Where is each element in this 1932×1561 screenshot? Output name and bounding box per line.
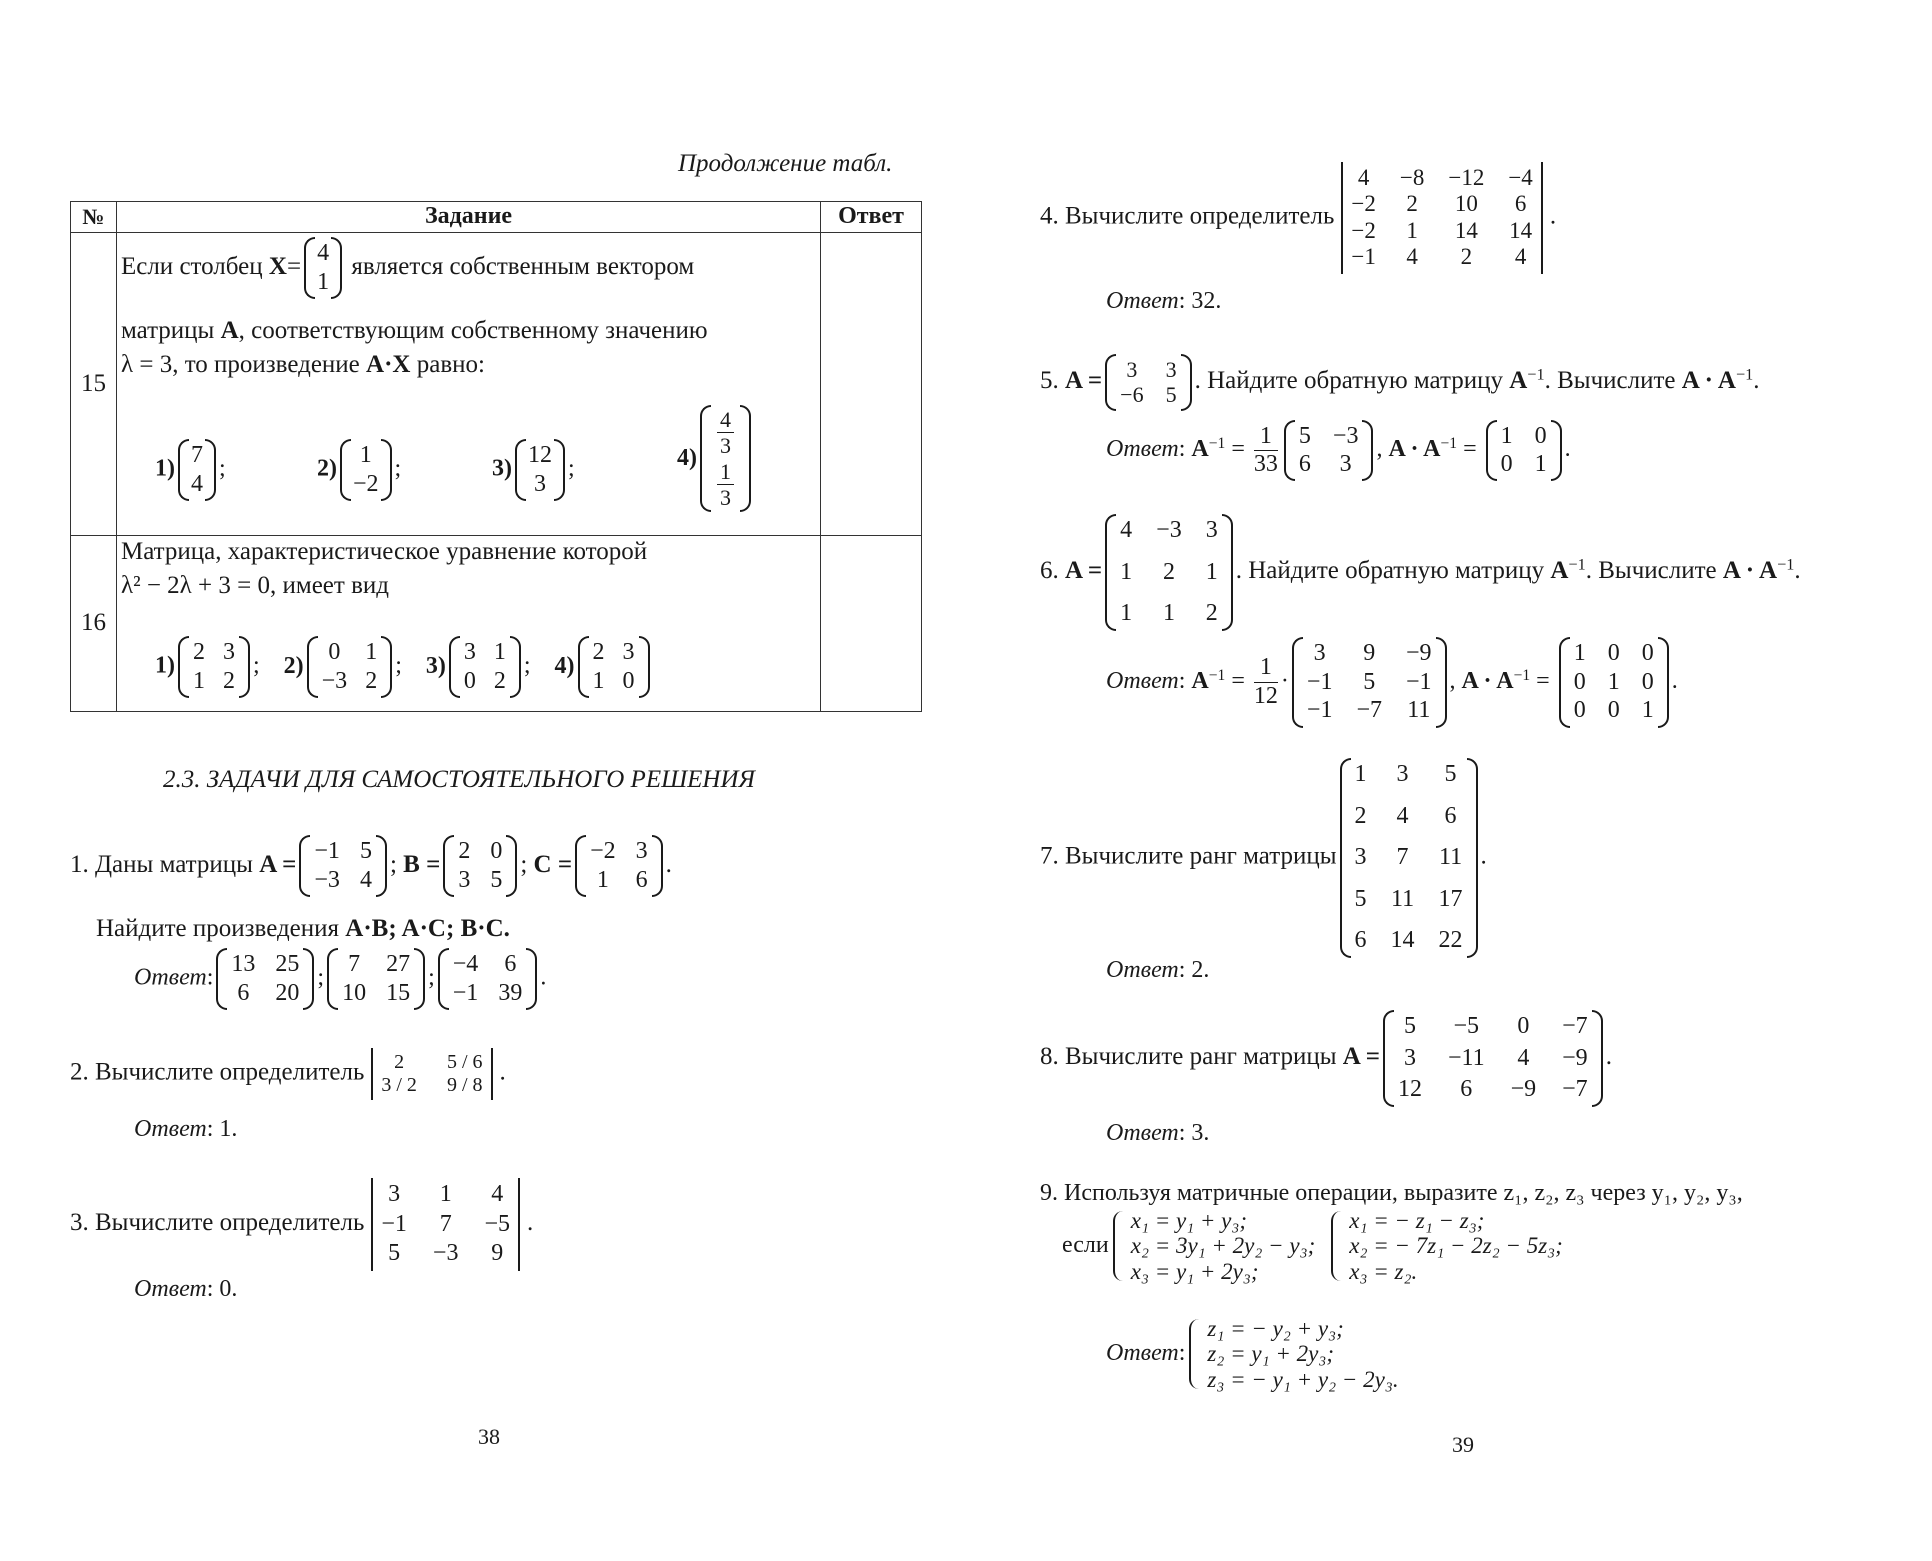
problem-5-answer: Ответ: $A^{-1}$ = $\frac{1}{33}$ 5 −3 6 3 , $A \cdot A^{-1}$ = 1 0 0 1 . xyxy=(1106,420,1571,481)
problem-2: 2. Вычислите определитель 2 5 / 6 3 / 2 9 / 8 . xyxy=(70,1048,506,1100)
row16-options: 1) 2 3 1 2 ; 2) 0 1 −3 2 ; 3) 3 1 0 2 ; 4) 2 3 1 0 xyxy=(155,636,653,698)
problem-9: 9. Используя матричные операции, выразите z₁, z₂, z₃ через y₁, y₂, y₃, xyxy=(1040,1180,1743,1206)
problem-9-systems: если x₁ = y₁ + y₃; x₂ = 3y₁ + 2y₂ − y₃; x₃ = y₁ + 2y₃; x₁ = − z₁ − z₃; x₂ = − 7z₁ − 2z₂ − 5z₃; x₃ = z₂. xyxy=(1062,1208,1563,1284)
problem-6-answer: Ответ: $A^{-1}$ = $\frac{1}{12}$ · 3 9 −9 −1 5 −1 −1 −7 11 , $A \cdot A^{-1}$ = 1 0 0 0 1 0 0 0 1 . xyxy=(1106,637,1678,728)
row15-option-4: 4) $\frac{4}{3}$ $\frac{1}{3}$ xyxy=(677,405,754,512)
problem-9-answer: Ответ: z₁ = − y₂ + y₃; z₂ = y₁ + 2y₃; z₃ = − y₁ + y₂ − 2y₃. xyxy=(1106,1316,1399,1392)
row16-line1: Матрица, характеристическое уравнение которой xyxy=(120,538,648,565)
row-15-answer xyxy=(821,233,922,536)
page-number: 38 xyxy=(478,1424,500,1449)
row16-line2: λ² − 2λ + 3 = 0, имеет вид xyxy=(120,572,389,599)
problem-4-answer: Ответ: 32. xyxy=(1106,288,1222,314)
right-page xyxy=(966,0,1932,1561)
row15-line2: матрицы A, соответствующим собственному значению xyxy=(120,317,708,344)
problem-4: 4. Вычислите определитель 4 −8 −12 −4 −2 2 10 6 −2 1 14 14 −1 4 2 4 . xyxy=(1040,162,1556,274)
row15-line1: Если столбец X= 4 1 является собственным вектором xyxy=(121,237,694,299)
row-16-task xyxy=(116,536,820,712)
row-16-answer xyxy=(821,536,922,712)
table-row-15 xyxy=(71,233,922,536)
problem-3-answer: Ответ: 0. xyxy=(134,1276,238,1302)
section-title: 2.3. ЗАДАЧИ ДЛЯ САМОСТОЯТЕЛЬНОГО РЕШЕНИЯ xyxy=(163,766,755,793)
problem-7-answer: Ответ: 2. xyxy=(1106,957,1210,983)
problem-5: 5. A = 3 3 −6 5 . Найдите обратную матрицу $A^{-1}$. Вычислите $A \cdot A^{-1}$. xyxy=(1040,354,1759,411)
table-row-16 xyxy=(71,536,922,712)
problem-7: 7. Вычислите ранг матрицы 1 3 5 2 4 6 3 7 11 5 11 17 6 14 22 . xyxy=(1040,758,1487,958)
problem-1: 1. Даны матрицы A = −1 5 −3 4 ; B = 2 0 3 5 ; C = −2 3 1 6 . xyxy=(70,835,672,897)
problem-8-answer: Ответ: 3. xyxy=(1106,1120,1210,1146)
row15-line3: λ = 3, то произведение A·X равно: xyxy=(120,351,485,378)
header-answer: Ответ xyxy=(821,202,922,233)
row-number: 15 xyxy=(71,233,117,536)
task-table xyxy=(70,201,922,712)
row-15-task xyxy=(116,233,820,536)
header-task: Задание xyxy=(116,202,820,233)
row15-option-1: 1) 7 4 ; xyxy=(155,439,226,501)
row-number: 16 xyxy=(71,536,117,712)
problem-8: 8. Вычислите ранг матрицы A = 5 −5 0 −7 3 −11 4 −9 12 6 −9 −7 . xyxy=(1040,1010,1612,1107)
problem-1-task: Найдите произведения A·B; A·C; B·C. xyxy=(96,915,510,942)
problem-6: 6. A = 4 −3 3 1 2 1 1 1 2 . Найдите обратную матрицу $A^{-1}$. Вычислите $A \cdot A^{-1}$. xyxy=(1040,514,1801,631)
row15-option-3: 3) 12 3 ; xyxy=(492,439,575,501)
problem-3: 3. Вычислите определитель 3 1 4 −1 7 −5 5 −3 9 . xyxy=(70,1178,533,1271)
page-number: 39 xyxy=(1452,1432,1474,1457)
row15-option-2: 2) 1 −2 ; xyxy=(317,439,401,501)
problem-2-answer: Ответ: 1. xyxy=(134,1116,238,1142)
header-number: № xyxy=(71,202,117,233)
problem-1-answer: Ответ: 13 25 6 20 ; 7 27 10 15 ; −4 6 −1 39 . xyxy=(134,948,546,1010)
continuation-note: Продолжение табл. xyxy=(678,150,893,177)
vector-x: 4 1 xyxy=(304,237,342,299)
